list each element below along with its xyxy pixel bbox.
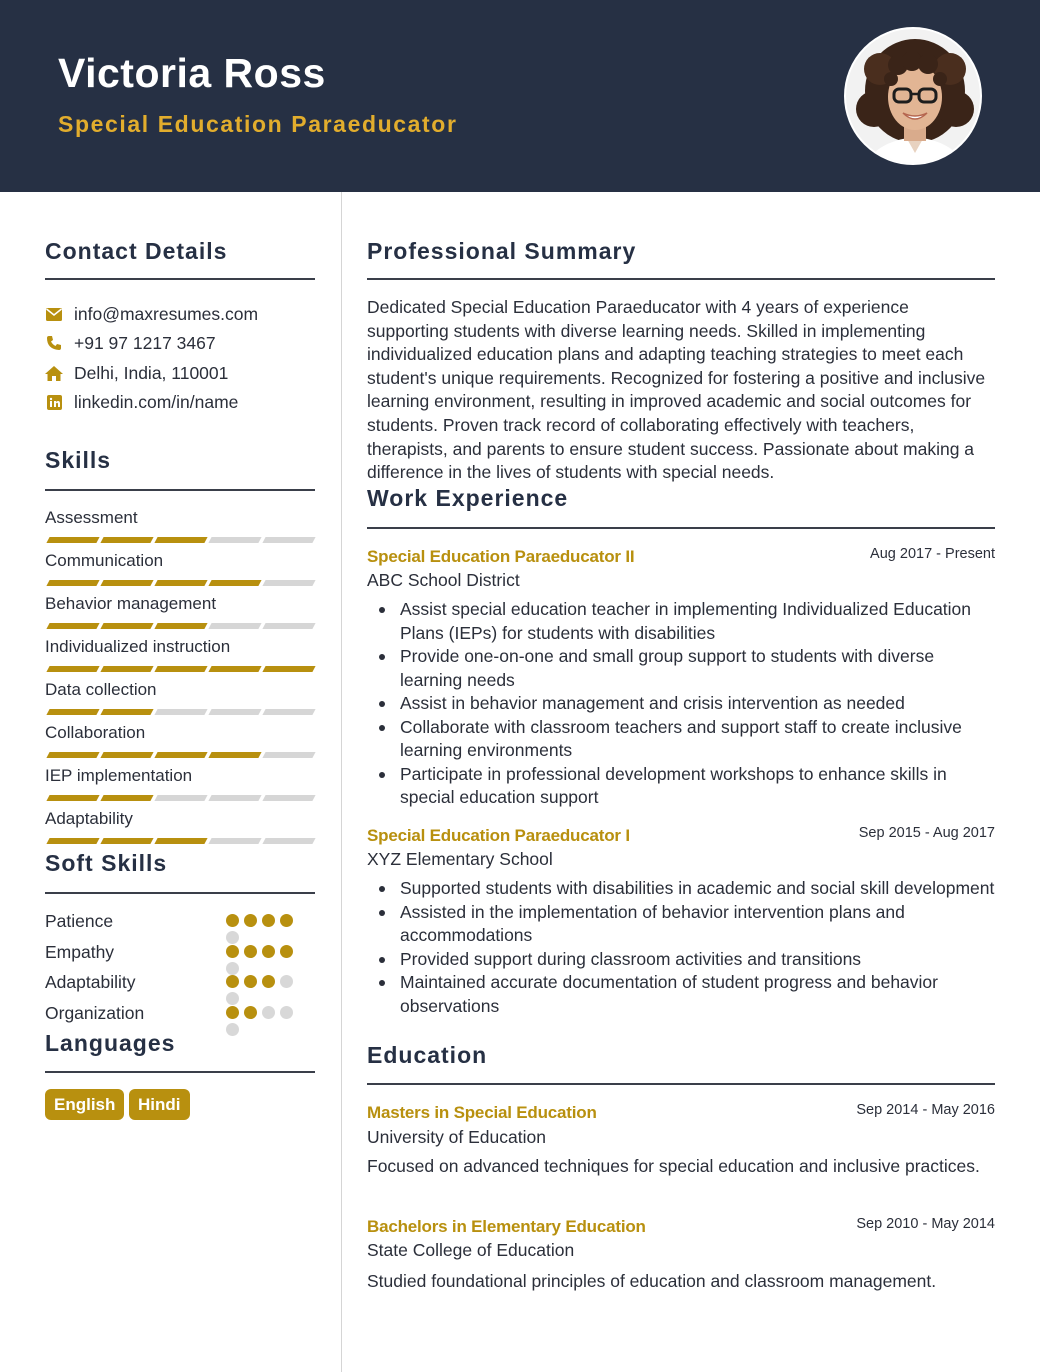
job-2-title: Special Education Paraeducator I bbox=[367, 826, 630, 845]
rating-dot bbox=[280, 914, 293, 927]
contact-phone[interactable] bbox=[45, 331, 216, 355]
skill-level-segment bbox=[46, 752, 99, 758]
profile-photo bbox=[844, 27, 982, 165]
edu-2-date: Sep 2010 - May 2014 bbox=[856, 1216, 995, 1232]
edu-2-desc: Studied foundational principles of education and classroom management. bbox=[367, 1271, 937, 1291]
skill-level-segment bbox=[46, 709, 99, 715]
job-2-bullets bbox=[367, 877, 995, 1018]
rating-dot bbox=[226, 975, 239, 988]
soft-skill-name: Empathy bbox=[45, 941, 115, 962]
soft-skill-name: Organization bbox=[45, 1002, 145, 1023]
skill-level-segment bbox=[208, 709, 261, 715]
skill-level-segment bbox=[262, 537, 315, 543]
edu-2-school: State College of Education bbox=[367, 1240, 575, 1260]
skill-level-segment bbox=[46, 537, 99, 543]
edu-1-degree: Masters in Special Education bbox=[367, 1103, 597, 1122]
rating-dot bbox=[280, 945, 293, 958]
skill-name: IEP implementation bbox=[45, 766, 193, 785]
skill-level-segment bbox=[262, 838, 315, 844]
education-rule bbox=[367, 1083, 995, 1085]
skill-level-segment bbox=[262, 752, 315, 758]
rating-dot bbox=[262, 914, 275, 927]
skill-level-bar bbox=[45, 838, 315, 844]
rating-dot bbox=[226, 914, 239, 927]
contact-heading: Contact Details bbox=[45, 238, 228, 264]
rating-dot bbox=[226, 1006, 239, 1019]
skill-level-segment bbox=[208, 580, 261, 586]
contact-rule bbox=[45, 278, 315, 280]
skill-level-segment bbox=[46, 623, 99, 629]
skill-level-segment bbox=[154, 623, 207, 629]
skill-level-segment bbox=[100, 537, 153, 543]
skill-level-segment bbox=[208, 752, 261, 758]
job-1-org: ABC School District bbox=[367, 570, 520, 590]
skill-name: Collaboration bbox=[45, 723, 146, 742]
skill-level-segment bbox=[46, 795, 99, 801]
skill-level-segment bbox=[100, 795, 153, 801]
skill-level-segment bbox=[100, 709, 153, 715]
languages-heading: Languages bbox=[45, 1030, 176, 1056]
skill-name: Behavior management bbox=[45, 594, 217, 613]
rating-dot bbox=[280, 1006, 293, 1019]
rating-dot bbox=[262, 975, 275, 988]
skill-level-segment bbox=[262, 666, 315, 672]
rating-dot bbox=[244, 1006, 257, 1019]
soft-skill-rating bbox=[225, 914, 315, 928]
job-bullet: Participate in professional development workshops to enhance skills in special education support bbox=[367, 763, 995, 810]
skill-level-segment bbox=[154, 666, 207, 672]
contact-location-text: Delhi, India, 110001 bbox=[74, 362, 229, 383]
skill-level-segment bbox=[154, 537, 207, 543]
skill-level-segment bbox=[208, 623, 261, 629]
skill-name: Communication bbox=[45, 551, 164, 570]
skill-level-segment bbox=[100, 580, 153, 586]
skill-level-segment bbox=[46, 580, 99, 586]
soft-skill-name: Patience bbox=[45, 911, 114, 931]
candidate-title: Special Education Paraeducator bbox=[58, 111, 458, 137]
skill-level-segment bbox=[154, 709, 207, 715]
soft-skill-rating bbox=[225, 1006, 315, 1020]
skill-level-bar bbox=[45, 623, 315, 629]
job-bullet: Supported students with disabilities in academic and social skill development bbox=[367, 877, 995, 901]
job-bullet: Provide one-on-one and small group support to students with diverse learning needs bbox=[367, 645, 995, 692]
summary-rule bbox=[367, 278, 995, 280]
skill-level-bar bbox=[45, 666, 315, 672]
edu-1-school: University of Education bbox=[367, 1127, 546, 1147]
summary-text: Dedicated Special Education Paraeducator with 4 years of experience supporting students with diverse learning needs. Skilled in implementing individualized education plans and adapting teaching strategies to meet each student's unique requirements. Recognized for fostering a positive and inclusive learning environment, resulting in improved academic and social outcomes for students. Proven track record of collaborating effectively with teachers, therapists, and parents to ensure student success. Passionate about making a difference in the lives of students with special needs. bbox=[367, 297, 986, 483]
soft-skills-rule bbox=[45, 892, 315, 894]
rating-dot bbox=[226, 992, 239, 1005]
contact-email-text: info@maxresumes.com bbox=[74, 303, 259, 324]
envelope-icon bbox=[45, 305, 63, 323]
phone-icon bbox=[45, 334, 63, 352]
skill-level-segment bbox=[208, 838, 261, 844]
skill-level-segment bbox=[154, 580, 207, 586]
rating-dot bbox=[244, 945, 257, 958]
soft-skills-heading: Soft Skills bbox=[45, 850, 168, 876]
skill-level-bar bbox=[45, 752, 315, 758]
experience-heading: Work Experience bbox=[367, 485, 569, 511]
skill-level-segment bbox=[100, 623, 153, 629]
candidate-name: Victoria Ross bbox=[58, 50, 326, 96]
skill-level-segment bbox=[262, 580, 315, 586]
edu-1-desc: Focused on advanced techniques for special education and inclusive practices. bbox=[367, 1156, 980, 1176]
skill-level-segment bbox=[208, 666, 261, 672]
skill-level-segment bbox=[262, 623, 315, 629]
rating-dot bbox=[226, 931, 239, 944]
job-bullet: Collaborate with classroom teachers and support staff to create inclusive learning environments bbox=[367, 716, 995, 763]
skills-heading: Skills bbox=[45, 447, 112, 473]
job-1-title: Special Education Paraeducator II bbox=[367, 547, 635, 566]
contact-location bbox=[45, 361, 228, 385]
job-bullet: Provided support during classroom activities and transitions bbox=[367, 948, 995, 972]
column-divider bbox=[341, 192, 342, 1372]
skill-level-segment bbox=[262, 709, 315, 715]
rating-dot bbox=[244, 914, 257, 927]
rating-dot bbox=[244, 975, 257, 988]
skills-rule bbox=[45, 489, 315, 491]
soft-skill-rating bbox=[225, 945, 315, 959]
skill-level-bar bbox=[45, 709, 315, 715]
skill-level-segment bbox=[208, 537, 261, 543]
job-bullet: Assist in behavior management and crisis intervention as needed bbox=[367, 692, 995, 716]
skill-name: Data collection bbox=[45, 680, 157, 699]
rating-dot bbox=[262, 1006, 275, 1019]
skill-level-segment bbox=[154, 752, 207, 758]
rating-dot bbox=[226, 1023, 239, 1036]
skill-level-bar bbox=[45, 580, 315, 586]
soft-skill-rating bbox=[225, 975, 315, 989]
contact-linkedin[interactable] bbox=[45, 390, 238, 414]
job-2-date: Sep 2015 - Aug 2017 bbox=[858, 825, 995, 841]
rating-dot bbox=[226, 945, 239, 958]
summary-heading: Professional Summary bbox=[367, 238, 637, 264]
resume-header bbox=[0, 0, 1040, 192]
language-badge-english: English bbox=[45, 1089, 124, 1120]
languages-rule bbox=[45, 1071, 315, 1073]
skill-name: Adaptability bbox=[45, 809, 133, 828]
soft-skill-name: Adaptability bbox=[45, 972, 136, 992]
rating-dot bbox=[262, 945, 275, 958]
linkedin-icon bbox=[45, 393, 63, 411]
rating-dot bbox=[226, 962, 239, 975]
home-icon bbox=[45, 364, 63, 382]
skill-level-segment bbox=[154, 795, 207, 801]
skill-level-segment bbox=[100, 752, 153, 758]
skill-name: Individualized instruction bbox=[45, 637, 231, 656]
language-badge-hindi: Hindi bbox=[129, 1089, 190, 1120]
contact-phone-text: +91 97 1217 3467 bbox=[74, 332, 216, 353]
job-bullet: Assist special education teacher in implementing Individualized Education Plans (IEPs) for students with disabilities bbox=[367, 598, 995, 645]
skill-level-segment bbox=[100, 666, 153, 672]
job-1-date: Aug 2017 - Present bbox=[870, 546, 995, 562]
skill-level-bar bbox=[45, 537, 315, 543]
education-heading: Education bbox=[367, 1042, 488, 1068]
skill-level-segment bbox=[100, 838, 153, 844]
skill-level-segment bbox=[46, 666, 99, 672]
contact-linkedin-text: linkedin.com/in/name bbox=[74, 391, 239, 412]
rating-dot bbox=[280, 975, 293, 988]
skill-name: Assessment bbox=[45, 508, 138, 527]
job-bullet: Maintained accurate documentation of student progress and behavior observations bbox=[367, 971, 995, 1018]
edu-2-degree: Bachelors in Elementary Education bbox=[367, 1217, 646, 1236]
job-1-bullets bbox=[367, 598, 995, 810]
skill-level-segment bbox=[46, 838, 99, 844]
experience-rule bbox=[367, 527, 995, 529]
skill-level-segment bbox=[208, 795, 261, 801]
edu-1-date: Sep 2014 - May 2016 bbox=[856, 1102, 995, 1118]
skill-level-segment bbox=[154, 838, 207, 844]
contact-email[interactable] bbox=[45, 302, 258, 326]
skill-level-bar bbox=[45, 795, 315, 801]
skill-level-segment bbox=[262, 795, 315, 801]
job-2-org: XYZ Elementary School bbox=[367, 849, 553, 869]
job-bullet: Assisted in the implementation of behavior intervention plans and accommodations bbox=[367, 901, 995, 948]
